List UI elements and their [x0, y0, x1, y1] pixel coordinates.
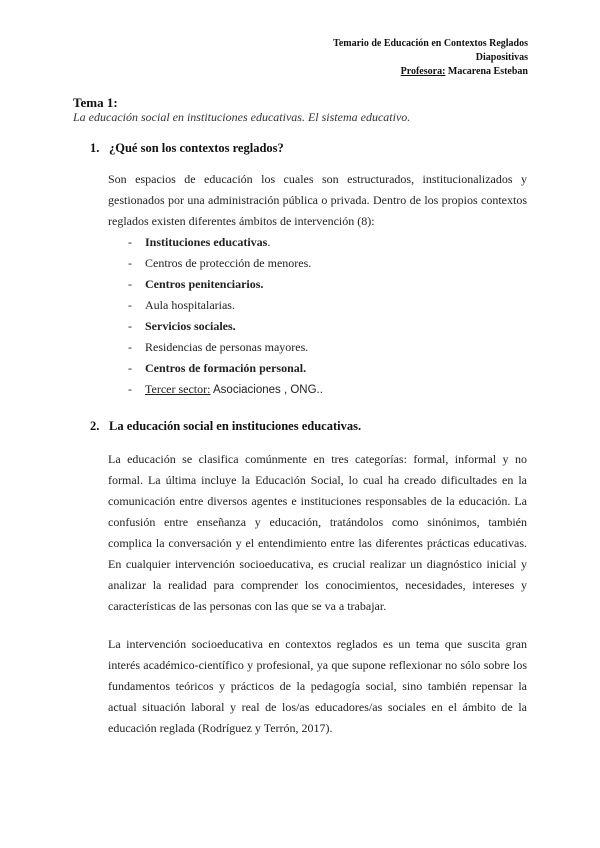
section-2-paragraph-1: La educación se clasifica comúnmente en tres categorías: formal, informal y no formal. La última incluye la Educación Social, lo cual ha creado dificultades en la comunicación entre diversos agentes e instituciones responsables de la educación. La confusión entre enseñanza y educación, tratándolos como sinónimos, también complica la conversación y el entendimiento entre las diferentes prácticas educativas. En cualquier intervención socioeducativa, es crucial realizar un diagnóstico inicial y analizar la realidad para comprender los conocimientos, necesidades, intereses y características de las personas con las que se va a trabajar. [108, 452, 527, 613]
list-item: - Residencias de personas mayores. [128, 340, 309, 354]
list-item: - Tercer sector: Asociaciones , ONG.. [128, 382, 323, 396]
section-2-heading [90, 419, 361, 434]
list-item: - Centros de protección de menores. [128, 256, 312, 270]
section-2-number: 2. [90, 419, 100, 433]
list-item: - Centros de formación personal. [128, 361, 307, 375]
header-material-type: Diapositivas [475, 52, 528, 63]
section-1-title: ¿Qué son los contextos reglados? [109, 141, 284, 155]
list-item: - Instituciones educativas. [128, 235, 271, 249]
list-item: - Servicios sociales. [128, 319, 236, 333]
topic-title: Tema 1: [73, 95, 118, 110]
section-1-number: 1. [90, 141, 100, 155]
list-item: - Aula hospitalarias. [128, 298, 235, 312]
header-teacher-name: Macarena Esteban [445, 66, 528, 77]
section-2-title: La educación social en instituciones educativas. [109, 419, 362, 433]
header-teacher-label: Profesora: [400, 66, 446, 77]
header-course-title: Temario de Educación en Contextos Reglados [333, 38, 528, 49]
section-1-paragraph: Son espacios de educación los cuales son estructurados, institucionalizados y gestionados por una administración pública o privada. Dentro de los propios contextos reglados existen diferentes ámbitos de intervención (8): [108, 172, 527, 228]
section-2-paragraph-2: La intervención socioeducativa en contextos reglados es un tema que suscita gran interés académico-científico y profesional, ya que supone reflexionar no sólo sobre los fundamentos teóricos y prácticos de la pedagogía social, sino también repensar la actual situación laboral y real de los/as educadores/as sociales en el ámbito de la educación reglada (Rodríguez y Terrón, 2017). [108, 637, 527, 735]
list-item: - Centros penitenciarios. [128, 277, 264, 291]
intervention-areas-list [128, 232, 323, 400]
topic-subtitle: La educación social en instituciones educativas. El sistema educativo. [73, 110, 411, 124]
document-header [333, 37, 528, 79]
section-1-heading [90, 141, 284, 156]
header-teacher [333, 65, 528, 79]
